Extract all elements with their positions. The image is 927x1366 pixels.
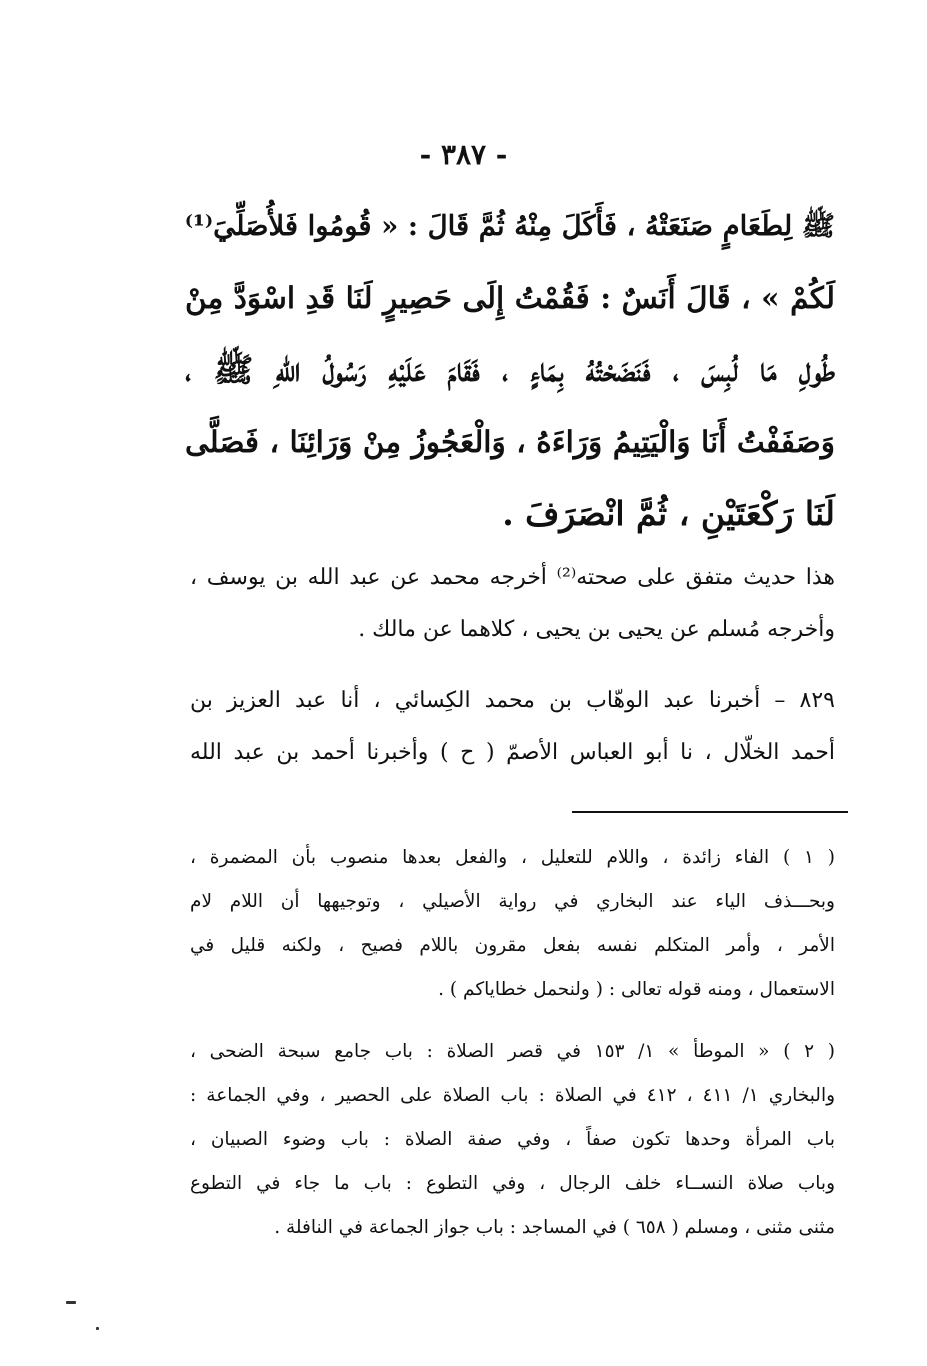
footnote-line: باب المرأة وحدها تكون صفاً ، وفي صفة الصلاة : باب وضوء الصبيان ،: [190, 1129, 835, 1150]
hadith-text: [185, 190, 835, 550]
footnote-line: ( ٢ ) « الموطأ » ١/ ١٥٣ في قصر الصلاة : باب جامع سبحة الضحى ،: [190, 1041, 835, 1062]
isnad-paragraph: [190, 675, 835, 779]
footnote-line: الأمر ، وأمر المتكلم نفسه بفعل مقرون باللام فصيح ، ولكنه قليل في: [190, 935, 835, 956]
hadith-line: وَصَفَفْتُ أَنَا وَالْيَتِيمُ وَرَاءَهُ ، وَالْعَجُوزُ مِنْ وَرَائِنَا ، فَصَلَّى: [185, 424, 835, 459]
hadith-line: لَكُمْ » ، قَالَ أَنَسٌ : فَقُمْتُ إِلَى حَصِيرٍ لَنَا قَدِ اسْوَدَّ مِنْ: [185, 280, 835, 315]
scan-speck: [96, 1327, 99, 1330]
footnote-line: وبحـــذف الياء عند البخاري في رواية الأصيلي ، وتوجيهها أن اللام لام: [190, 891, 835, 912]
commentary-line: هذا حديث متفق على صحته⁽²⁾ أخرجه محمد عن عبد الله بن يوسف ،: [190, 565, 835, 590]
isnad-line: أحمد الخلّال ، نا أبو العباس الأصمّ ( ح ) وأخبرنا أحمد بن عبد الله: [190, 740, 835, 765]
isnad-line: ٨٢٩ – أخبرنا عبد الوهّاب بن محمد الكِسائي ، أنا عبد العزيز بن: [190, 688, 835, 713]
footnote-line: وباب صلاة النســاء خلف الرجال ، وفي التطوع : باب ما جاء في التطوع: [190, 1173, 835, 1194]
footnote-1: [190, 836, 835, 1012]
commentary-paragraph: [190, 552, 835, 656]
footnote-line: مثنى مثنى ، ومسلم ( ٦٥٨ ) في المساجد : باب جواز الجماعة في النافلة .: [274, 1217, 835, 1238]
commentary-line: وأخرجه مُسلم عن يحيى بن يحيى ، كلاهما عن مالك .: [358, 617, 835, 642]
footnote-line: الاستعمال ، ومنه قوله تعالى : ( ولنحمل خطاياكم ) .: [438, 979, 835, 1000]
footnote-line: والبخاري ١/ ٤١١ ، ٤١٢ في الصلاة : باب الصلاة على الحصير ، وفي الجماعة :: [190, 1085, 836, 1106]
footnote-separator: [572, 811, 848, 813]
hadith-line: طُولِ مَا لُبِسَ ، فَنَضَحْتُهُ بِمَاءٍ ، فَقَامَ عَلَيْهِ رَسُولُ اللهِ ﷺ ،: [185, 350, 835, 389]
scan-speck: [66, 1301, 76, 1304]
hadith-line: ﷺ لِطَعَامٍ صَنَعَتْهُ ، فَأَكَلَ مِنْهُ ثُمَّ قَالَ : « قُومُوا فَلأُصَلِّيَ⁽¹⁾: [184, 210, 835, 242]
footnote-2: [190, 1030, 835, 1250]
hadith-line: لَنَا رَكْعَتَيْنِ ، ثُمَّ انْصَرَفَ .: [502, 494, 835, 533]
page-number: - ٣٨٧ -: [419, 138, 508, 171]
footnote-line: ( ١ ) الفاء زائدة ، واللام للتعليل ، والفعل بعدها منصوب بأن المضمرة ،: [190, 847, 835, 868]
